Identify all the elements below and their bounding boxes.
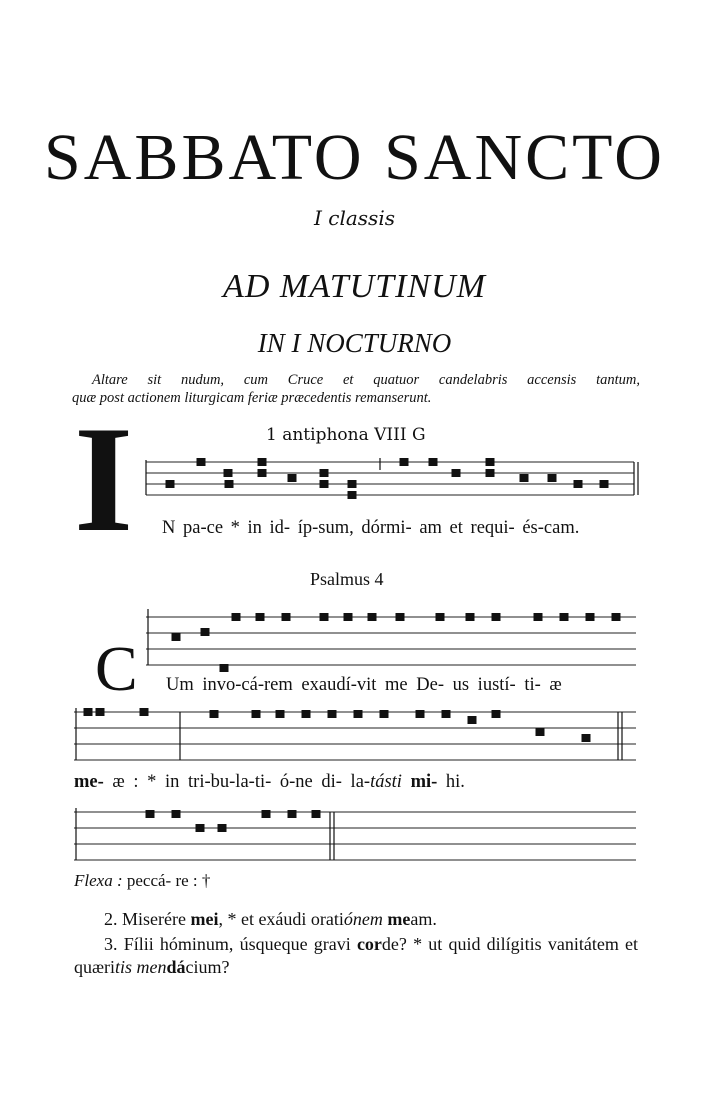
chant-dot (220, 665, 228, 672)
chant-note (84, 709, 92, 716)
psalm-text-end: hi. (437, 772, 465, 792)
chant-note (258, 470, 266, 477)
verse-2 (74, 908, 668, 931)
chant-note (492, 711, 500, 718)
chant-note (197, 459, 205, 466)
chant-note (276, 711, 284, 718)
chant-note (96, 709, 104, 716)
psalm-text-bold: me- (74, 772, 104, 792)
chant-note (218, 825, 226, 832)
chant-note (262, 811, 270, 818)
chant-note (288, 811, 296, 818)
verse-3-accent: cor (356, 934, 382, 954)
chant-note (486, 470, 494, 477)
nocturn-heading: IN I NOCTURNO (257, 328, 452, 358)
chant-note (258, 459, 266, 466)
chant-note (312, 811, 320, 818)
chant-note (548, 475, 556, 482)
chant-note (201, 629, 209, 636)
chant-note (196, 825, 204, 832)
chant-note (252, 711, 260, 718)
chant-note (582, 735, 590, 742)
psalm-initial: C (95, 633, 138, 704)
antiphon-label: 1 antiphona VIII G (266, 425, 426, 445)
psalm-label: Psalmus 4 (310, 569, 384, 589)
chant-note (368, 614, 376, 621)
chant-note (140, 709, 148, 716)
chant-note (224, 470, 232, 477)
verse-2-accent-2: me (387, 909, 411, 929)
chant-note (560, 614, 568, 621)
verse-2-text-b: , * et exáudi orati (218, 909, 344, 929)
verse-3-text: 3. Fílii hóminum, úsqueque gravi (104, 934, 357, 954)
psalm-text-italic: tásti (370, 772, 402, 792)
chant-note (172, 811, 180, 818)
chant-note (536, 729, 544, 736)
chant-note (282, 614, 290, 621)
flexa-label: Flexa : (74, 871, 123, 890)
chant-note (288, 475, 296, 482)
verse-3-end: cium? (185, 957, 230, 977)
chant-note (146, 811, 154, 818)
verse-3 (74, 933, 638, 979)
chant-note (380, 711, 388, 718)
flexa (74, 871, 210, 891)
chant-note (225, 481, 233, 488)
chant-note (172, 634, 180, 641)
chant-note (320, 614, 328, 621)
chant-note (486, 459, 494, 466)
page-title: SABBATO SANCTO (44, 121, 665, 194)
hour-heading: AD MATUTINUM (223, 268, 486, 305)
chant-note (396, 614, 404, 621)
chant-note (442, 711, 450, 718)
chant-note (586, 614, 594, 621)
chant-note (344, 614, 352, 621)
chant-note (354, 711, 362, 718)
chant-note (612, 614, 620, 621)
chant-note (534, 614, 542, 621)
psalm-text-line-2 (74, 772, 465, 793)
chant-note (574, 481, 582, 488)
chant-note (436, 614, 444, 621)
verse-2-accent: mei (190, 909, 219, 929)
verse-2-end: am. (410, 909, 437, 929)
chant-note (302, 711, 310, 718)
chant-note (328, 711, 336, 718)
chant-note (416, 711, 424, 718)
verse-3-italic: tis men (115, 957, 167, 977)
antiphon-initial: I (74, 395, 134, 563)
chant-note (468, 717, 476, 724)
chant-note (256, 614, 264, 621)
chant-note (232, 614, 240, 621)
psalm-text-line-1: Um invo-cá-rem exaudí-vit me De- us iustí- ti- æ (166, 675, 562, 695)
chant-note (320, 470, 328, 477)
chant-note (600, 481, 608, 488)
chant-note (210, 711, 218, 718)
psalm-text-bold-2: mi- (410, 772, 438, 792)
chant-note (492, 614, 500, 621)
psalm-text-part: æ : * in tri-bu-la-ti- ó-ne di- la- (103, 772, 371, 792)
verse-2-text: 2. Miserére (104, 909, 191, 929)
chant-note (348, 481, 356, 488)
rubric-line-2: quæ post actionem liturgicam feriæ præcedentis remanserunt. (72, 390, 432, 406)
verse-2-italic: ónem (343, 909, 383, 929)
chant-note (429, 459, 437, 466)
flexa-text: peccá- re : † (122, 871, 211, 890)
class-rank: I classis (314, 206, 395, 230)
verse-3-accent-2: dá (166, 957, 186, 977)
chant-note (400, 459, 408, 466)
chant-note (452, 470, 460, 477)
chant-note (466, 614, 474, 621)
antiphon-text: N pa-ce * in id- íp-sum, dórmi- am et requi- és-cam. (162, 518, 580, 538)
chant-note (320, 481, 328, 488)
verse-3-text-b: de? * ut quid dilígitis vanitátem et quæri (74, 934, 638, 977)
chant-note (348, 492, 356, 499)
chant-note (520, 475, 528, 482)
chant-note (166, 481, 174, 488)
rubric-line-1: Altare sit nudum, cum Cruce et quatuor candelabris accensis tantum, (92, 372, 640, 388)
